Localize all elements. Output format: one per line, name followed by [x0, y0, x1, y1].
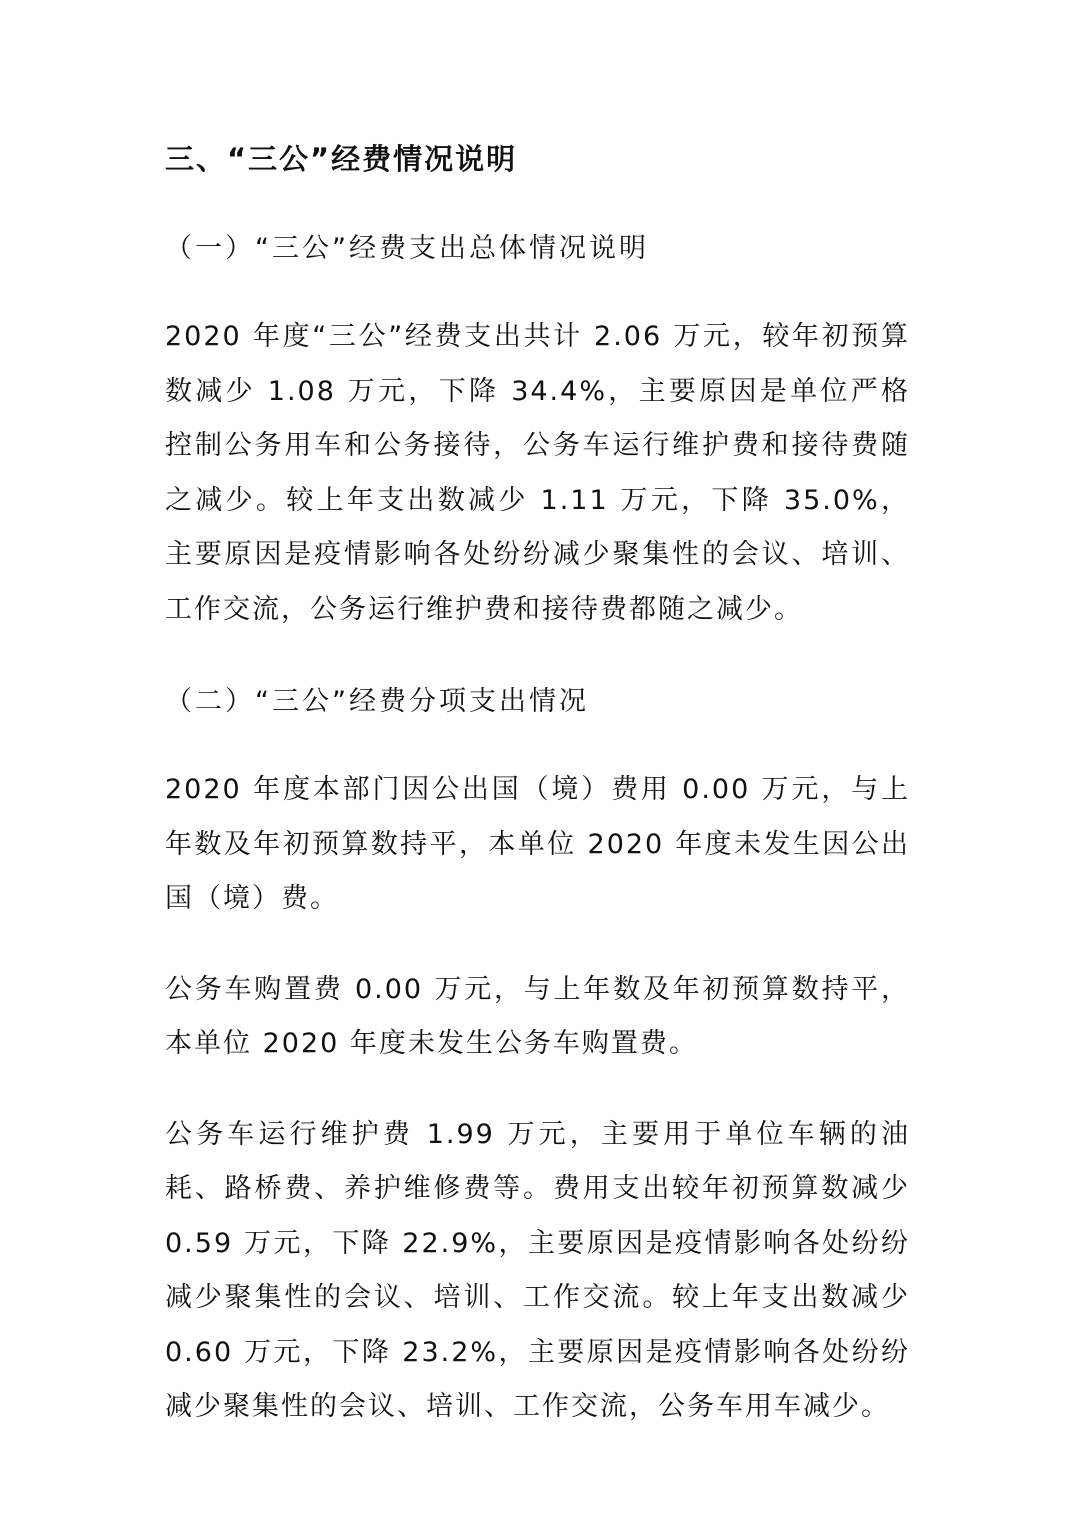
section-title: 三、“三公”经费情况说明 — [165, 142, 518, 176]
paragraph-overseas-travel: 2020 年度本部门因公出国（境）费用 0.00 万元，与上年数及年初预算数持平，本单位 2020 年度未发生因公出国（境）费。 — [165, 774, 910, 914]
paragraph-vehicle-purchase: 公务车购置费 0.00 万元，与上年数及年初预算数持平，本单位 2020 年度未发生公务车购置费。 — [165, 973, 910, 1059]
subsection-title-itemized: （二）“三公”经费分项支出情况 — [165, 686, 589, 717]
document-body — [165, 130, 910, 1467]
paragraph-vehicle-maintenance: 公务车运行维护费 1.99 万元，主要用于单位车辆的油耗、路桥费、养护维修费等。费用支出较年初预算数减少 0.59 万元，下降 22.9%，主要原因是疫情影响各处纷纷减少聚集性的会议、培训、工作交流。较上年支出数减少 0.60 万元，下降 23.2%，主要原因是疫情影响各处纷纷减少聚集性的会议、培训、工作交流，公务车用车减少。 — [165, 1118, 910, 1422]
subsection-title-overall: （一）“三公”经费支出总体情况说明 — [165, 233, 649, 264]
paragraph-overall-expenditure: 2020 年度“三公”经费支出共计 2.06 万元，较年初预算数减少 1.08 万元，下降 34.4%，主要原因是单位严格控制公务用车和公务接待，公务车运行维护费和接待费随之减少。较上年支出数减少 1.11 万元，下降 35.0%，主要原因是疫情影响各处纷纷减少聚集性的会议、培训、工作交流，公务运行维护费和接待费都随之减少。 — [165, 321, 910, 625]
